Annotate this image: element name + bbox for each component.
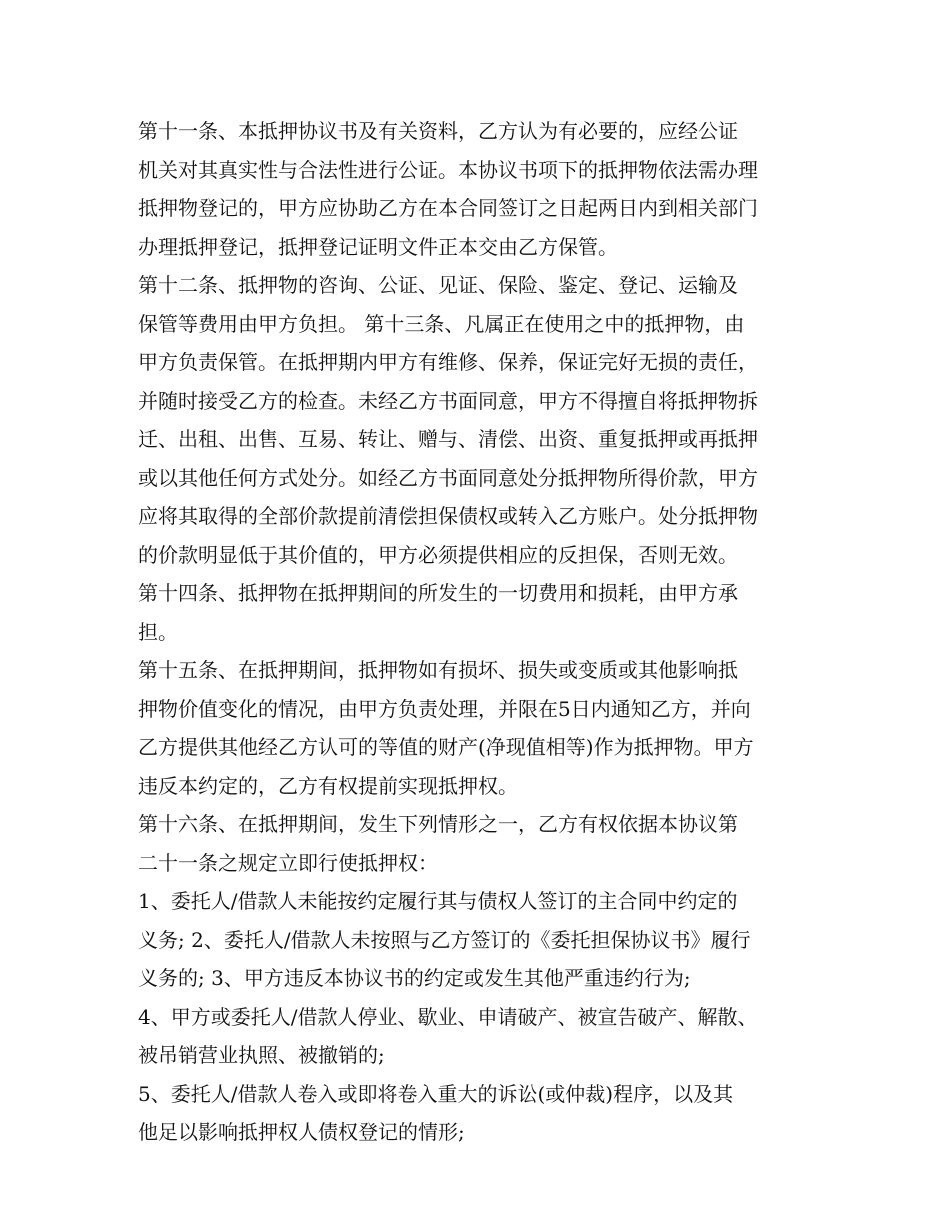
text-line: 他足以影响抵押权人债权登记的情形; xyxy=(138,1120,465,1144)
text-line: 第十一条、本抵押协议书及有关资料，乙方认为有必要的，应经公证 xyxy=(138,119,738,143)
text-line: 押物价值变化的情况，由甲方负责处理，并限在5日内通知乙方，并向 xyxy=(138,696,751,721)
text-line: 应将其取得的全部价款提前清偿担保债权或转入乙方账户。处分抵押物 xyxy=(138,504,758,528)
text-line: 第十二条、抵押物的咨询、公证、见证、保险、鉴定、登记、运输及 xyxy=(138,273,738,297)
text-line: 第十五条、在抵押期间，抵押物如有损坏、损失或变质或其他影响抵 xyxy=(138,658,738,682)
text-line: 义务; 2、委托人/借款人未按照与乙方签订的《委托担保协议书》履行 xyxy=(138,927,751,952)
text-line: 5、委托人/借款人卷入或即将卷入重大的诉讼(或仲裁)程序，以及其 xyxy=(138,1081,734,1106)
text-line: 义务的; 3、甲方违反本协议书的约定或发生其他严重违约行为; xyxy=(138,966,691,990)
text-line: 二十一条之规定立即行使抵押权： xyxy=(138,850,438,875)
text-line: 乙方提供其他经乙方认可的等值的财产(净现值相等)作为抵押物。甲方 xyxy=(138,735,754,759)
text-line: 第十六条、在抵押期间，发生下列情形之一，乙方有权依据本协议第 xyxy=(138,812,738,836)
text-line: 被吊销营业执照、被撤销的; xyxy=(138,1043,385,1067)
text-line: 抵押物登记的，甲方应协助乙方在本合同签订之日起两日内到相关部门 xyxy=(138,196,758,220)
text-line: 第十四条、抵押物在抵押期间的所发生的一切费用和损耗，由甲方承 xyxy=(138,581,738,605)
text-line: 或以其他任何方式处分。如经乙方书面同意处分抵押物所得价款，甲方 xyxy=(138,465,758,490)
text-line: 甲方负责保管。在抵押期内甲方有维修、保养，保证完好无损的责任， xyxy=(138,350,758,374)
text-line: 1、委托人/借款人未能按约定履行其与债权人签订的主合同中约定的 xyxy=(138,889,738,913)
text-line: 违反本约定的，乙方有权提前实现抵押权。 xyxy=(138,773,518,798)
text-line: 机关对其真实性与合法性进行公证。本协议书项下的抵押物依法需办理 xyxy=(138,157,758,182)
text-line: 保管等费用由甲方负担。 第十三条、凡属正在使用之中的抵押物，由 xyxy=(138,311,745,336)
document-body xyxy=(138,112,828,1152)
text-line: 迁、出租、出售、互易、转让、赠与、清偿、出资、重复抵押或再抵押 xyxy=(138,427,758,451)
text-line: 办理抵押登记，抵押登记证明文件正本交由乙方保管。 xyxy=(138,234,618,259)
text-line: 4、甲方或委托人/借款人停业、歇业、申请破产、被宣告破产、解散、 xyxy=(138,1004,758,1029)
text-line: 的价款明显低于其价值的，甲方必须提供相应的反担保，否则无效。 xyxy=(138,542,738,567)
text-line: 并随时接受乙方的检查。未经乙方书面同意，甲方不得擅自将抵押物拆 xyxy=(138,388,758,413)
text-line: 担。 xyxy=(138,619,178,644)
